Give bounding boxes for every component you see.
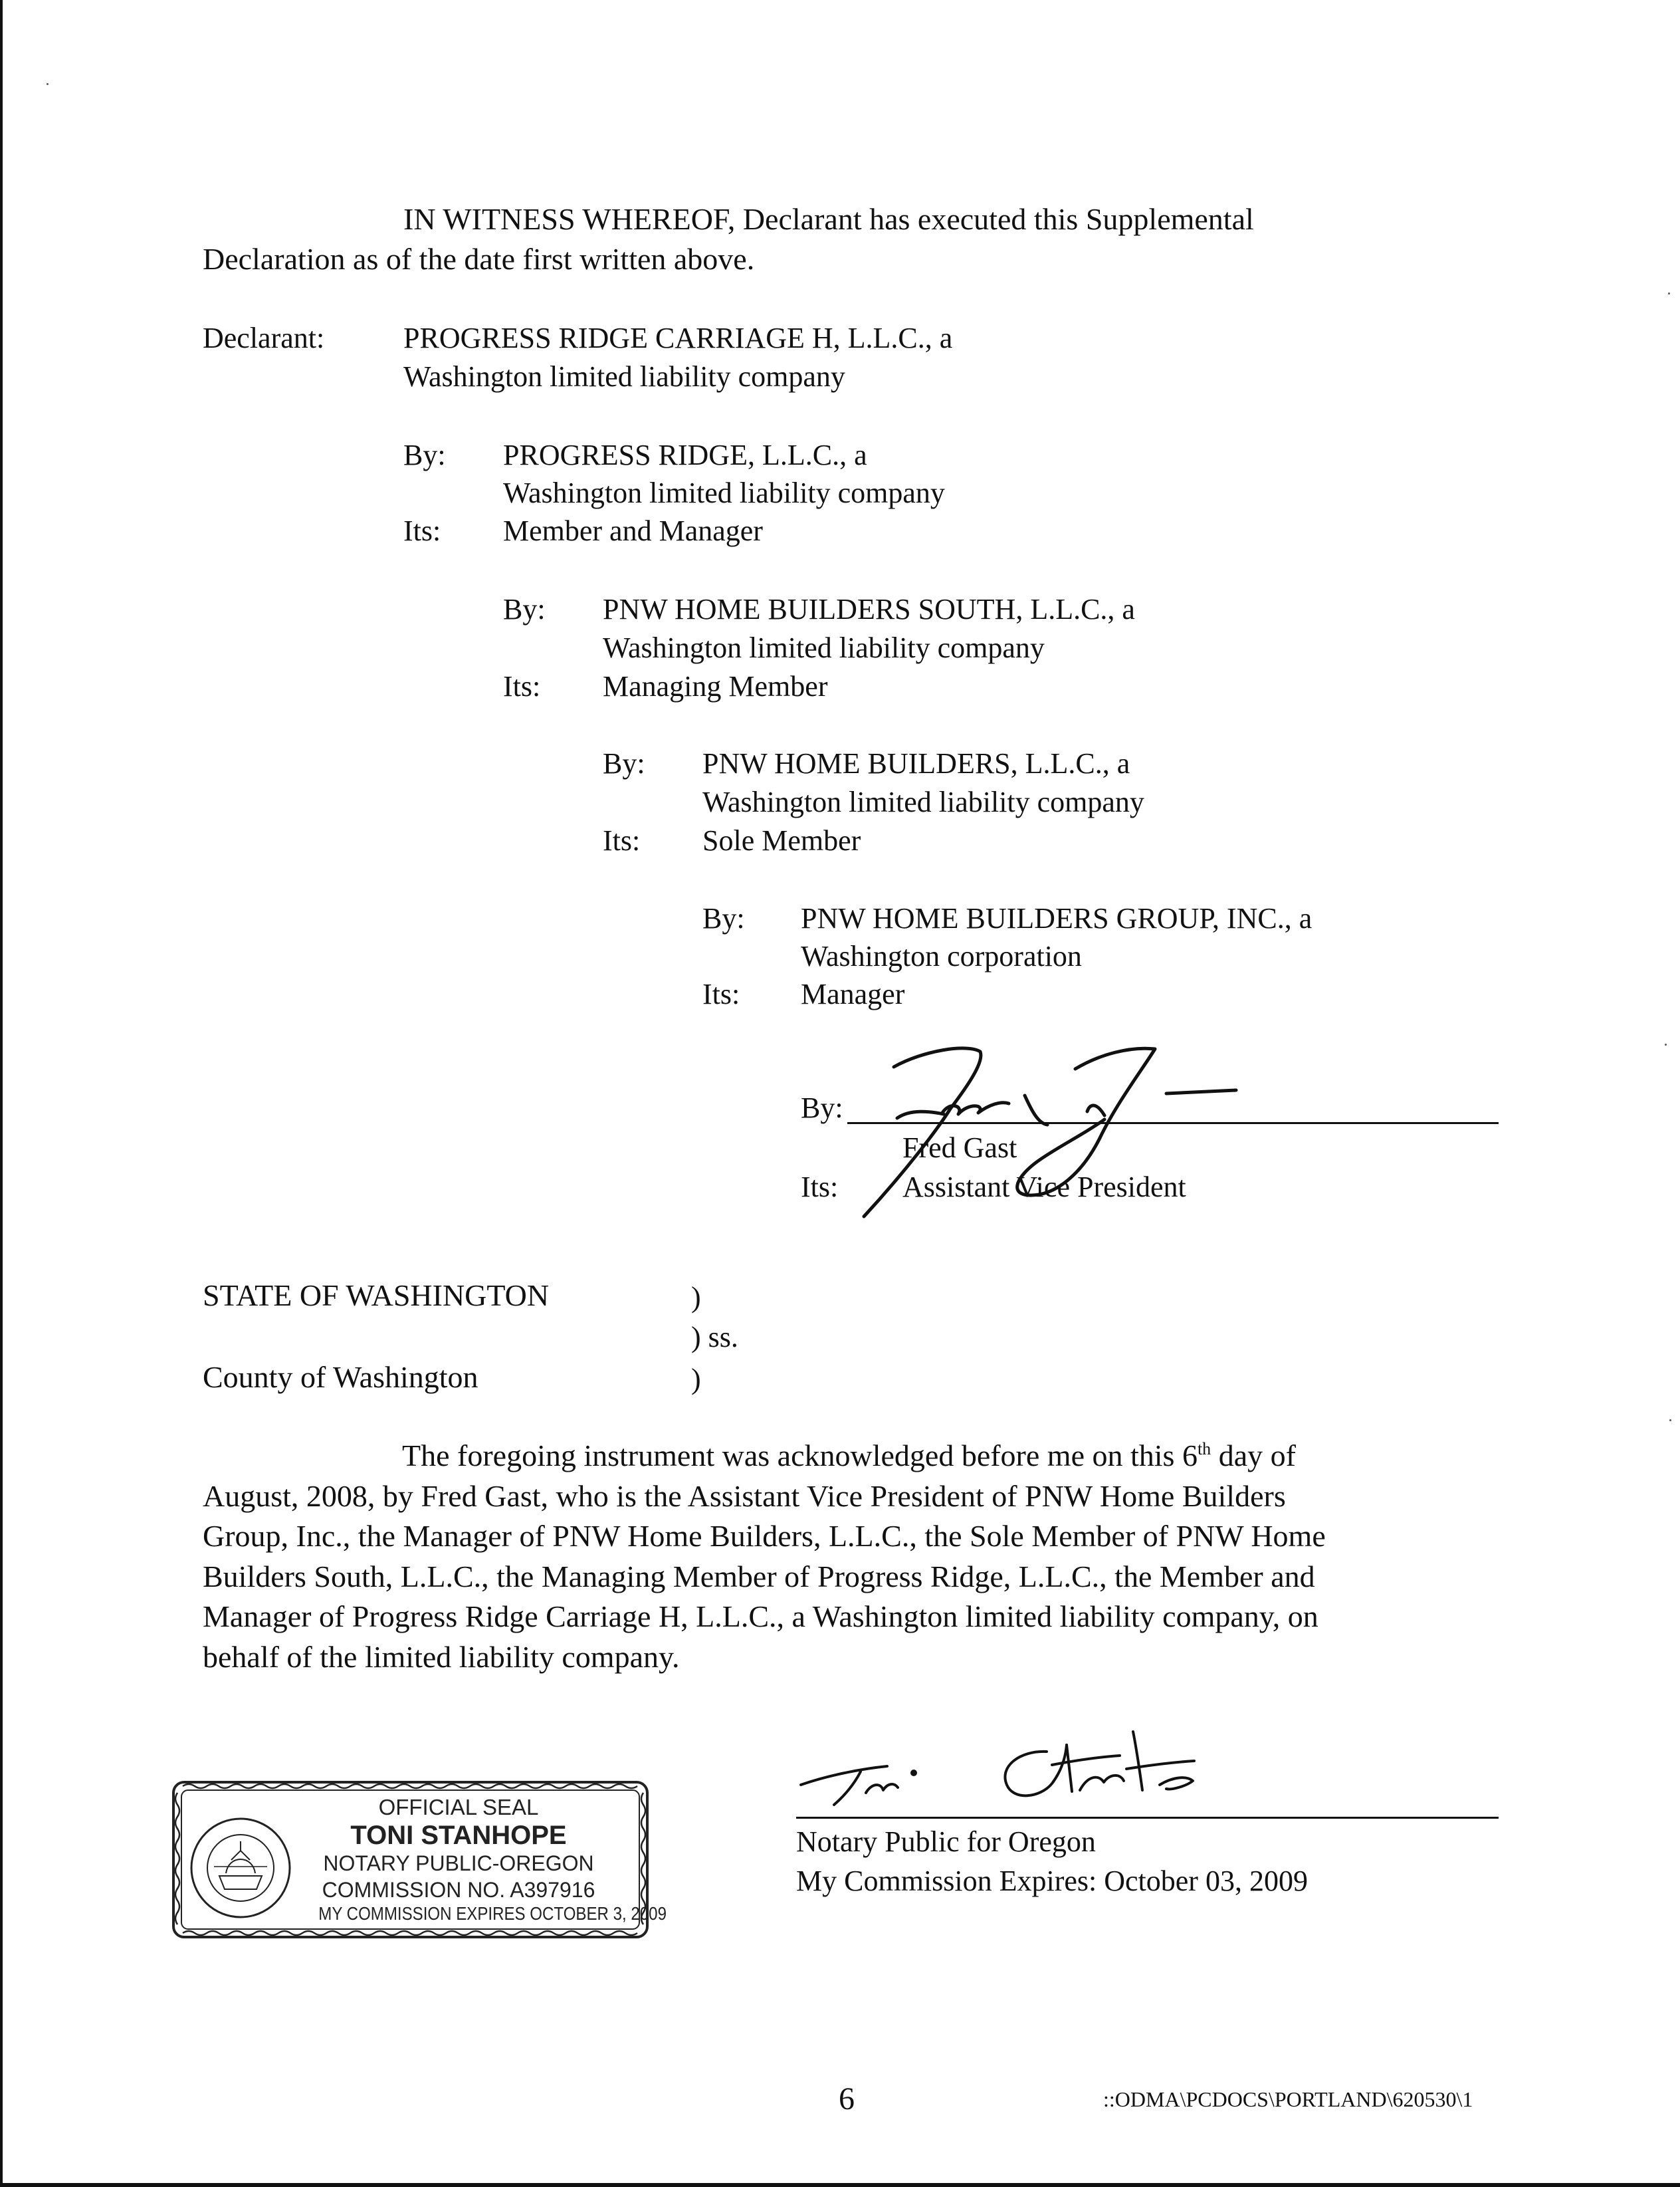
state-of-oregon-emblem [187,1815,294,1921]
ack-line-2: August, 2008, by Fred Gast, who is the Assistant Vice President of PNW Home Builders [203,1478,1286,1513]
notary-title: Notary Public for Oregon [796,1825,1096,1858]
notary-seal-stamp [169,1778,667,1941]
seal-commission-no: COMMISSION NO. A397916 [322,1878,595,1902]
level4-role: Manager [801,978,905,1010]
venue-paren-1: ) [691,1281,701,1314]
acknowledgment-paragraph [203,1436,1326,1677]
level3-name: PNW HOME BUILDERS, L.L.C., a [702,747,1130,780]
level1-type: Washington limited liability company [503,477,945,509]
level1-its-label: Its: [403,515,441,547]
level2-its-label: Its: [503,670,541,703]
witness-line-1: IN WITNESS WHEREOF, Declarant has executed this Supplemental [403,202,1254,236]
page-number: 6 [839,2081,855,2117]
declarant-name: PROGRESS RIDGE CARRIAGE H, L.L.C., a [403,322,953,354]
level4-type: Washington corporation [801,940,1082,973]
signer-its-label: Its: [801,1171,839,1203]
level3-type: Washington limited liability company [702,786,1144,818]
level2-role: Managing Member [603,670,828,703]
seal-expiration: MY COMMISSION EXPIRES OCTOBER 3, 2009 [318,1903,667,1924]
notary-commission-expires: My Commission Expires: October 03, 2009 [796,1865,1308,1897]
left-edge-scan-line [0,0,3,2187]
scan-speck [1668,292,1670,294]
level3-by-label: By: [603,747,645,780]
level4-its-label: Its: [702,978,740,1010]
level4-by-label: By: [702,902,745,935]
seal-line-3: NOTARY PUBLIC-OREGON [323,1851,594,1875]
level2-by-label: By: [503,593,546,626]
notary-signature-line [796,1817,1499,1819]
declarant-type: Washington limited liability company [403,360,845,393]
level1-name: PROGRESS RIDGE, L.L.C., a [503,439,867,471]
signer-name: Fred Gast [902,1131,1017,1164]
level2-type: Washington limited liability company [603,632,1045,664]
level1-role: Member and Manager [503,515,763,547]
scan-speck [47,83,49,85]
level2-name: PNW HOME BUILDERS SOUTH, L.L.C., a [603,593,1135,626]
signer-by-label: By: [801,1092,843,1124]
scan-speck [1665,1044,1667,1046]
declarant-label: Declarant: [203,322,325,354]
level4-name: PNW HOME BUILDERS GROUP, INC., a [801,902,1312,935]
level3-role: Sole Member [702,824,861,857]
venue-county: County of Washington [203,1360,478,1394]
seal-line-1: OFFICIAL SEAL [378,1795,539,1819]
ack-line-5: Manager of Progress Ridge Carriage H, L.L.C., a Washington limited liability company, on [203,1599,1318,1633]
level1-by-label: By: [403,439,446,471]
witness-line-2: Declaration as of the date first written above. [203,242,755,276]
ack-line-4: Builders South, L.L.C., the Managing Member of Progress Ridge, L.L.C., the Member and [203,1559,1315,1593]
ack-line-6: behalf of the limited liability company. [203,1639,680,1674]
scan-speck [1669,1419,1671,1421]
seal-notary-name: TONI STANHOPE [350,1821,567,1850]
notary-signature [788,1718,1253,1825]
fred-gast-signature [844,1030,1256,1230]
venue-state: STATE OF WASHINGTON [203,1278,550,1312]
bottom-edge-scan-line [0,2183,1680,2187]
signer-title: Assistant Vice President [902,1171,1186,1203]
document-path: ::ODMA\PCDOCS\PORTLAND\620530\1 [1103,2087,1473,2111]
venue-paren-2: ) [691,1363,701,1395]
ack-line-3: Group, Inc., the Manager of PNW Home Builders, L.L.C., the Sole Member of PNW Home [203,1519,1326,1553]
ack-line-1: The foregoing instrument was acknowledged before me on this 6th day of [402,1439,1296,1472]
level3-its-label: Its: [603,824,641,857]
venue-ss: ) ss. [691,1321,738,1353]
